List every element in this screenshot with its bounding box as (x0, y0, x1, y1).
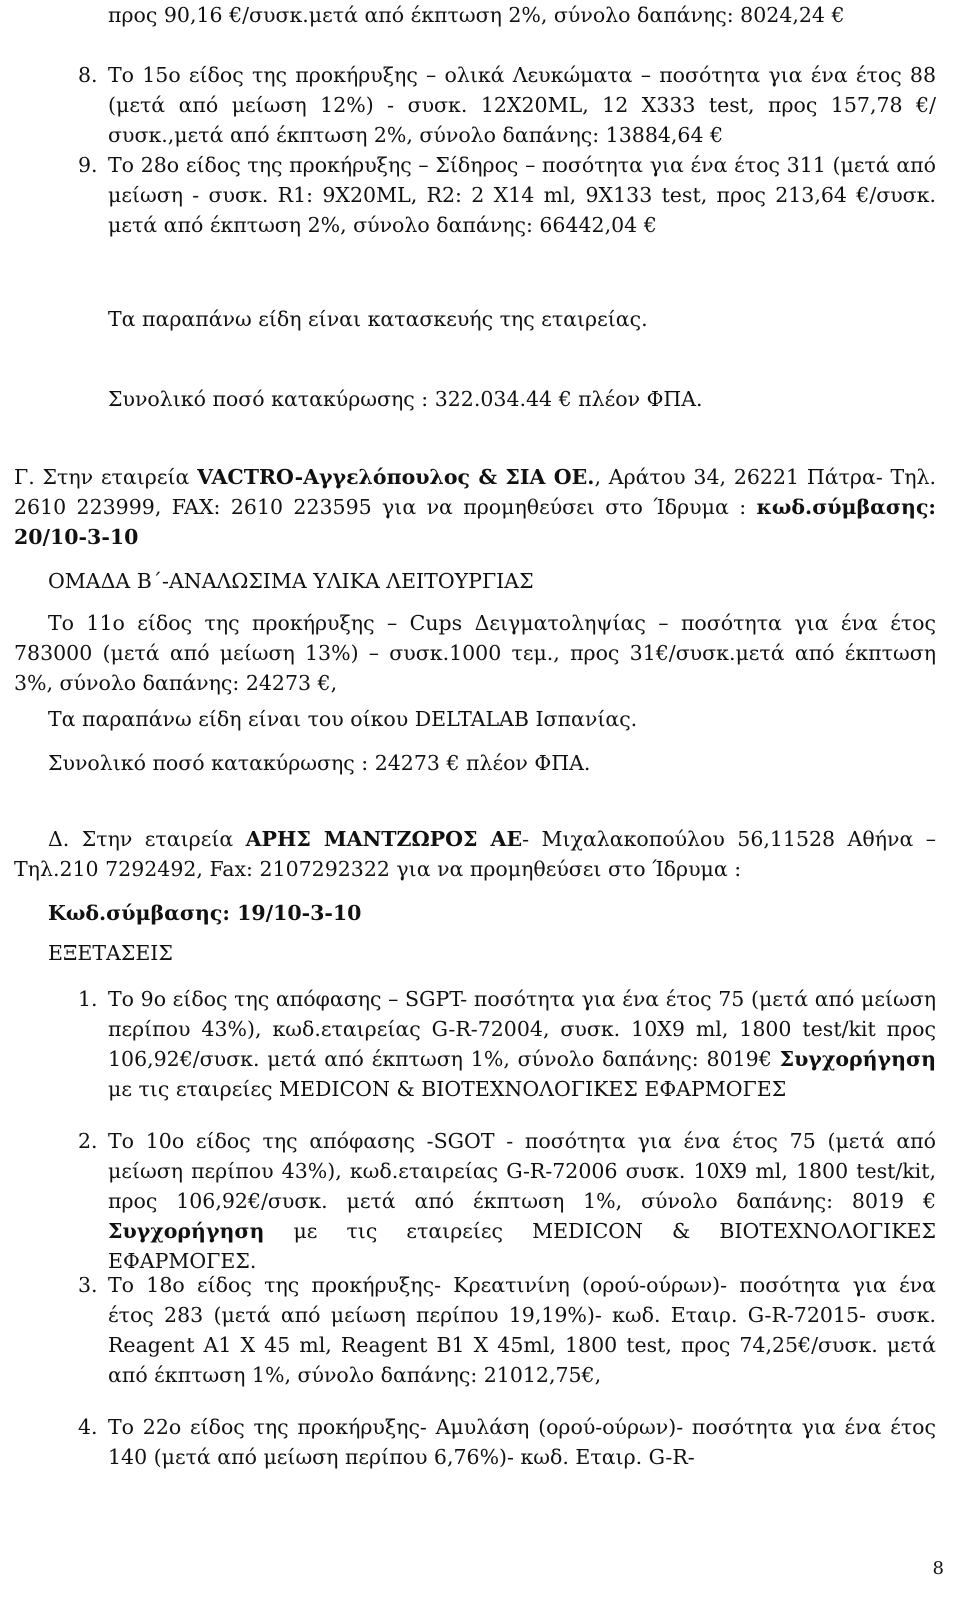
origin-note: Τα παραπάνω είδη είναι του οίκου DELTALAB Ισπανίας. (48, 707, 638, 731)
list-item-number: 2. (78, 1129, 98, 1153)
list-item-number: 4. (78, 1415, 98, 1439)
exam-item-2: Το 10ο είδος της απόφασης -SGOT - ποσότητα για ένα έτος 75 (μετά από μείωση περίπου 43%), κωδ.εταιρείας G-R-72006 συσκ. 10Χ9 ml, 1800 test/kit, προς 106,92€/συσκ. μετά από έκπτωση 1%, σύνολο δαπάνης: 8019 € Συγχορήγηση με τις εταιρείες MEDICON & ΒΙΟΤΕΧΝΟΛΟΓΙΚΕΣ ΕΦΑΡΜΟΓΕΣ. (108, 1129, 936, 1273)
co-supply-label: Συγχορήγηση (779, 1047, 936, 1071)
category-title: ΕΞΕΤΑΣΕΙΣ (48, 941, 173, 965)
section-d-address: - Μιχαλακοπούλου 56,11528 Αθήνα – Τηλ.210 7292492, Fax: 2107292322 για να προμηθεύσει στο Ίδρυμα : (14, 827, 936, 881)
list-item-9: Το 28ο είδος της προκήρυξης – Σίδηρος – ποσότητα για ένα έτος 311 (μετά από μείωση - συσκ. R1: 9X20ML, R2: 2 X14 ml, 9X133 test, προς 213,64 €/συσκ. μετά από έκπτωση 2%, σύνολο δαπάνης: 66442,04 € (108, 153, 936, 237)
section-d-paragraph (14, 824, 936, 884)
list-item-8: Το 15ο είδος της προκήρυξης – ολικά Λευκώματα – ποσότητα για ένα έτος 88 (μετά από μείωση 12%) - συσκ. 12Χ20ΜL, 12 Χ333 test, προς 157,78 €/συσκ.,μετά από έκπτωση 2%, σύνολο δαπάνης: 13884,64 € (108, 63, 936, 147)
page-number: 8 (932, 1558, 944, 1579)
group-title: ΟΜΑΔΑ Β΄-ΑΝΑΛΩΣΙΜΑ ΥΛΙΚΑ ΛΕΙΤΟΥΡΓΙΑΣ (48, 569, 534, 593)
section-g-address: , Αράτου 34, 26221 Πάτρα- Τηλ. 2610 223999, FAX: 2610 223595 για να προμηθεύσει στο Ίδρυμα : (14, 465, 937, 519)
section-d-prefix: Δ. Στην εταιρεία (48, 827, 246, 851)
exam-item-4: Το 22ο είδος της προκήρυξης- Αμυλάση (ορού-ούρων)- ποσότητα για ένα έτος 140 (μετά από μείωση περίπου 6,76%)- κωδ. Εταιρ. G-R- (108, 1415, 936, 1469)
section-g-paragraph (14, 462, 936, 552)
exam-item-3: Το 18ο είδος της προκήρυξης- Κρεατινίνη (ορού-ούρων)- ποσότητα για ένα έτος 283 (μετά από μείωση περίπου 19,19%)- κωδ. Εταιρ. G-R-72015- συσκ. Reagent A1 X 45 ml, Reagent B1 X 45ml, 1800 test, προς 74,25€/συσκ. μετά από έκπτωση 1%, σύνολο δαπάνης: 21012,75€, (108, 1273, 936, 1387)
exam-item-1: Το 9ο είδος της απόφασης – SGPT- ποσότητα για ένα έτος 75 (μετά από μείωση περίπου 43%), κωδ.εταιρείας G-R-72004, συσκ. 10Χ9 ml, 1800 test/kit προς 106,92€/συσκ. μετά από έκπτωση 1%, σύνολο δαπάνης: 8019€ Συγχορήγηση με τις εταιρείες MEDICON & ΒΙΟΤΕΧΝΟΛΟΓΙΚΕΣ ΕΦΑΡΜΟΓΕΣ (108, 987, 936, 1101)
section-d-contract: Κωδ.σύμβασης: 19/10-3-10 (48, 901, 362, 925)
total-award-2: Συνολικό ποσό κατακύρωσης : 24273 € πλέον ΦΠΑ. (48, 751, 591, 775)
total-award-1: Συνολικό ποσό κατακύρωσης : 322.034.44 € πλέον ΦΠΑ. (108, 387, 703, 411)
list-item-number: 8. (78, 63, 98, 87)
section-g-contract: κωδ.σύμβασης: 20/10-3-10 (14, 495, 936, 549)
section-g-company: VACTRO-Αγγελόπουλος & ΣΙΑ ΟΕ. (197, 465, 595, 489)
section-d-company: ΑΡΗΣ ΜΑΝΤΖΩΡΟΣ ΑΕ (245, 827, 523, 851)
section-g-prefix: Γ. Στην εταιρεία (14, 465, 198, 489)
co-supply-label: Συγχορήγηση (108, 1219, 265, 1243)
manufacture-note: Τα παραπάνω είδη είναι κατασκευής της εταιρείας. (108, 307, 648, 331)
list-item-7-tail: προς 90,16 €/συσκ.μετά από έκπτωση 2%, σύνολο δαπάνης: 8024,24 € (108, 3, 845, 27)
section-g-item: Το 11ο είδος της προκήρυξης – Cups Δειγματοληψίας – ποσότητα για ένα έτος 783000 (μετά από μείωση 13%) – συσκ.1000 τεμ., προς 31€/συσκ.μετά από έκπτωση 3%, σύνολο δαπάνης: 24273 €, (14, 611, 936, 695)
list-item-number: 1. (78, 987, 98, 1011)
list-item-number: 3. (78, 1273, 98, 1297)
list-item-number: 9. (78, 153, 98, 177)
